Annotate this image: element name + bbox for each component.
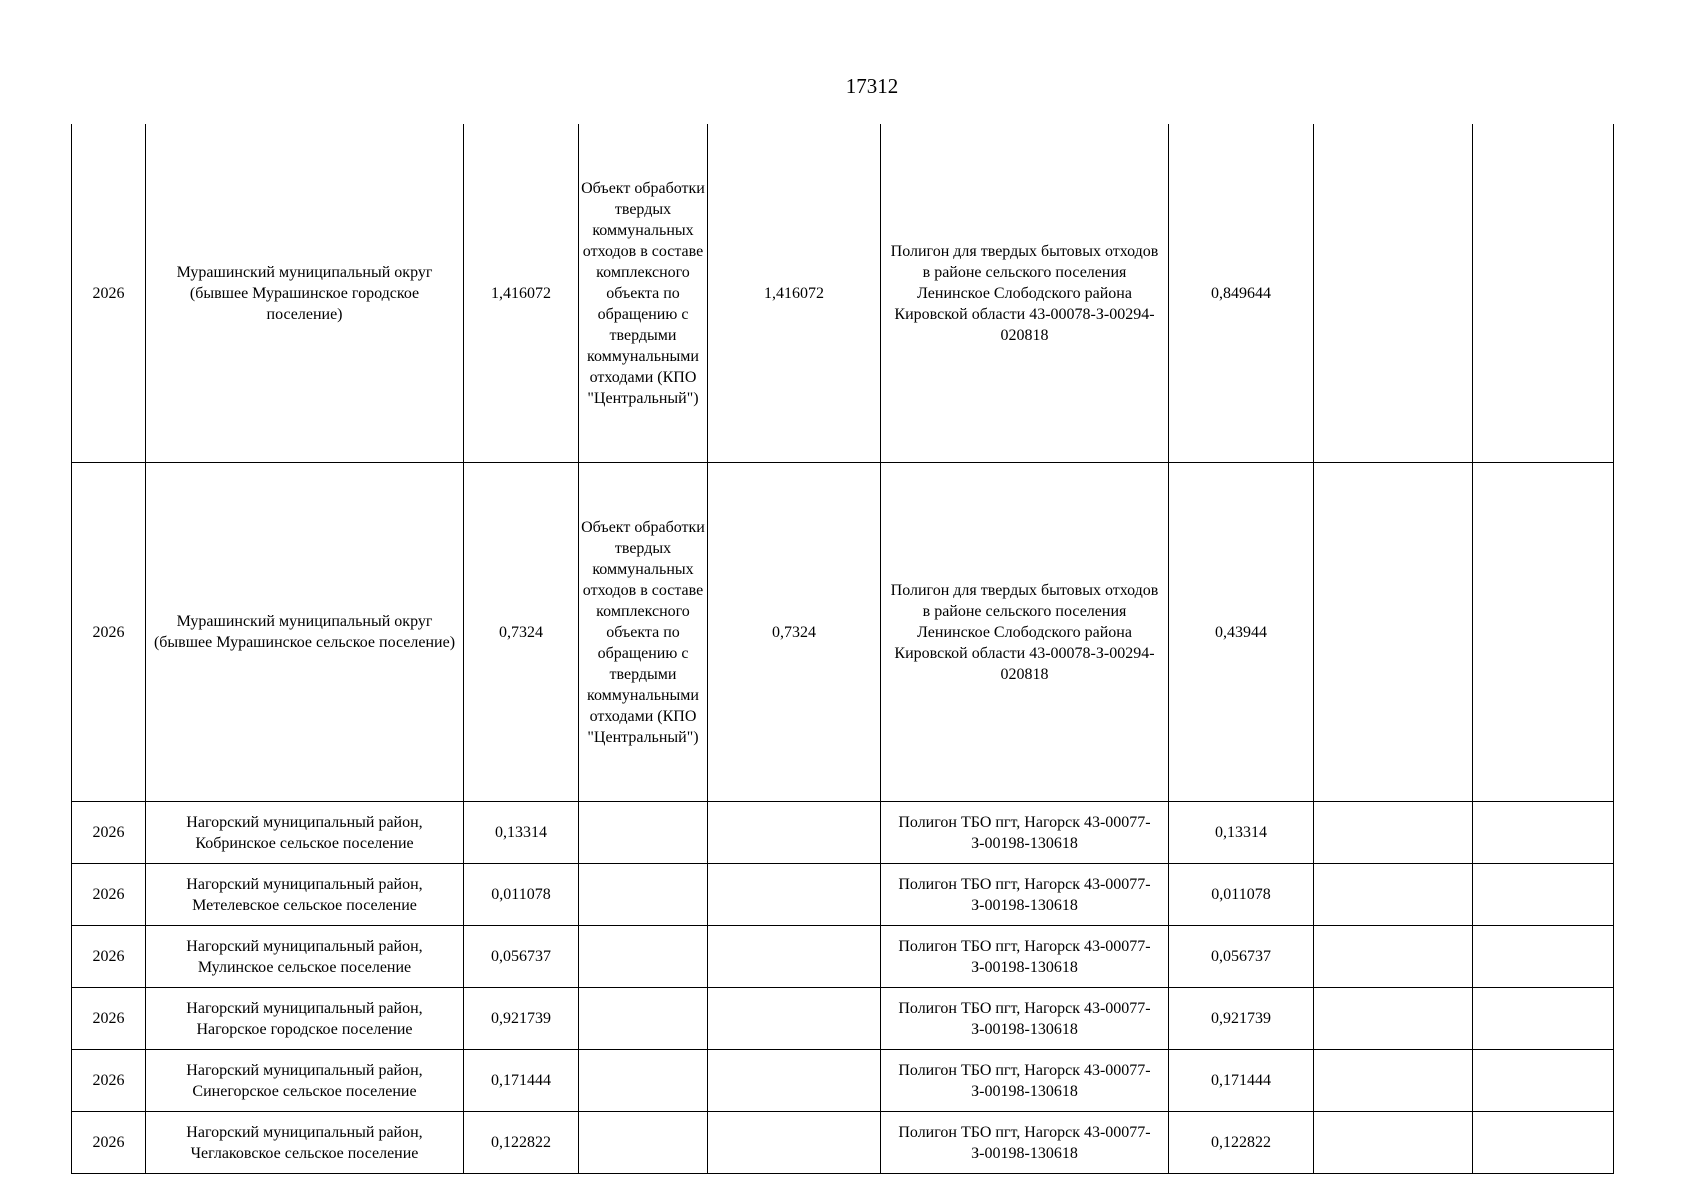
municipality-cell: Нагорский муниципальный район, Чеглаковское сельское поселение [146,1112,464,1174]
processing-facility-cell [579,864,708,926]
table-row [72,124,1614,463]
processing-facility-cell [579,926,708,988]
mass-cell: 0,13314 [464,802,579,864]
disposal-mass-cell: 0,921739 [1169,988,1314,1050]
processing-mass-cell: 1,416072 [708,124,881,463]
disposal-mass-cell: 0,849644 [1169,124,1314,463]
year-cell: 2026 [72,864,146,926]
processing-facility-cell [579,988,708,1050]
disposal-facility-cell: Полигон ТБО пгт, Нагорск 43-00077-З-00198-130618 [881,864,1169,926]
table-row [72,802,1614,864]
municipality-cell: Нагорский муниципальный район, Мулинское сельское поселение [146,926,464,988]
year-cell: 2026 [72,926,146,988]
disposal-facility-cell: Полигон для твердых бытовых отходов в районе сельского поселения Ленинское Слободского района Кировской области 43-00078-З-00294-020818 [881,124,1169,463]
empty-cell [1314,926,1473,988]
table-row [72,926,1614,988]
processing-mass-cell [708,1112,881,1174]
empty-cell [1314,1050,1473,1112]
empty-cell [1314,864,1473,926]
table-row [72,1050,1614,1112]
municipality-cell: Нагорский муниципальный район, Синегорское сельское поселение [146,1050,464,1112]
processing-facility-cell [579,802,708,864]
mass-cell: 0,921739 [464,988,579,1050]
empty-cell [1473,802,1614,864]
empty-cell [1473,926,1614,988]
mass-cell: 0,056737 [464,926,579,988]
mass-cell: 0,171444 [464,1050,579,1112]
disposal-mass-cell: 0,13314 [1169,802,1314,864]
table-row [72,988,1614,1050]
empty-cell [1314,802,1473,864]
disposal-mass-cell: 0,171444 [1169,1050,1314,1112]
municipality-cell: Нагорский муниципальный район, Метелевское сельское поселение [146,864,464,926]
table-row [72,1112,1614,1174]
municipality-cell: Нагорский муниципальный район, Нагорское городское поселение [146,988,464,1050]
empty-cell [1314,463,1473,802]
empty-cell [1314,1112,1473,1174]
year-cell: 2026 [72,988,146,1050]
disposal-mass-cell: 0,43944 [1169,463,1314,802]
processing-mass-cell [708,802,881,864]
page-number: 17312 [845,74,899,98]
empty-cell [1473,864,1614,926]
year-cell: 2026 [72,1112,146,1174]
municipality-cell: Мурашинский муниципальный округ (бывшее Мурашинское городское поселение) [146,124,464,463]
processing-facility-cell: Объект обработки твердых коммунальных отходов в составе комплексного объекта по обращению с твердыми коммунальными отходами (КПО "Центральный") [579,463,708,802]
disposal-facility-cell: Полигон ТБО пгт, Нагорск 43-00077-З-00198-130618 [881,1050,1169,1112]
table-row [72,864,1614,926]
year-cell: 2026 [72,802,146,864]
disposal-facility-cell: Полигон ТБО пгт, Нагорск 43-00077-З-00198-130618 [881,926,1169,988]
processing-facility-cell [579,1050,708,1112]
year-cell: 2026 [72,463,146,802]
processing-mass-cell [708,1050,881,1112]
municipality-cell: Мурашинский муниципальный округ (бывшее Мурашинское сельское поселение) [146,463,464,802]
processing-facility-cell: Объект обработки твердых коммунальных отходов в составе комплексного объекта по обращению с твердыми коммунальными отходами (КПО "Центральный") [579,124,708,463]
processing-mass-cell: 0,7324 [708,463,881,802]
empty-cell [1314,988,1473,1050]
disposal-facility-cell: Полигон для твердых бытовых отходов в районе сельского поселения Ленинское Слободского района Кировской области 43-00078-З-00294-020818 [881,463,1169,802]
processing-mass-cell [708,988,881,1050]
empty-cell [1473,1112,1614,1174]
table-row [72,463,1614,802]
disposal-facility-cell: Полигон ТБО пгт, Нагорск 43-00077-З-00198-130618 [881,988,1169,1050]
empty-cell [1473,463,1614,802]
disposal-facility-cell: Полигон ТБО пгт, Нагорск 43-00077-З-00198-130618 [881,1112,1169,1174]
mass-cell: 0,011078 [464,864,579,926]
disposal-facility-cell: Полигон ТБО пгт, Нагорск 43-00077-З-00198-130618 [881,802,1169,864]
empty-cell [1314,124,1473,463]
municipality-cell: Нагорский муниципальный район, Кобринское сельское поселение [146,802,464,864]
disposal-mass-cell: 0,011078 [1169,864,1314,926]
disposal-mass-cell: 0,122822 [1169,1112,1314,1174]
processing-facility-cell [579,1112,708,1174]
mass-cell: 1,416072 [464,124,579,463]
disposal-mass-cell: 0,056737 [1169,926,1314,988]
mass-cell: 0,7324 [464,463,579,802]
processing-mass-cell [708,864,881,926]
empty-cell [1473,988,1614,1050]
waste-flow-table [71,124,1614,1174]
year-cell: 2026 [72,124,146,463]
empty-cell [1473,1050,1614,1112]
processing-mass-cell [708,926,881,988]
empty-cell [1473,124,1614,463]
mass-cell: 0,122822 [464,1112,579,1174]
year-cell: 2026 [72,1050,146,1112]
